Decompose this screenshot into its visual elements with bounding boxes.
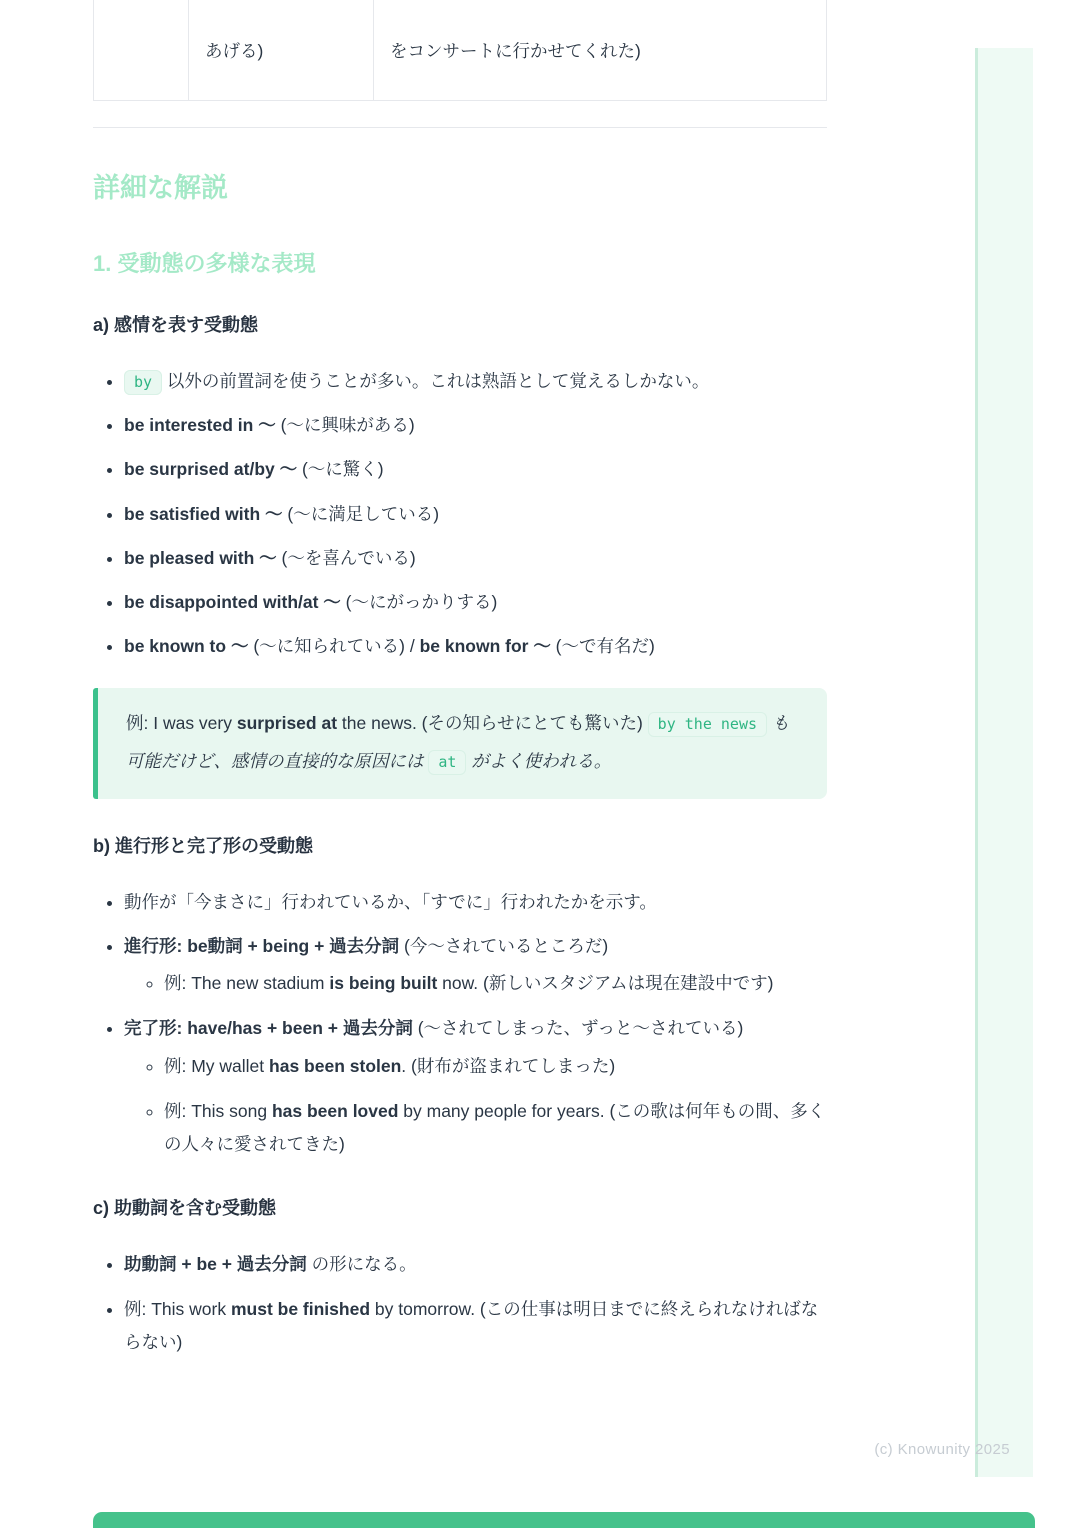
text-run: (〜に驚く)	[297, 459, 384, 480]
sub-list	[124, 967, 827, 1000]
list-item	[124, 586, 827, 619]
text-run: be interested in 〜	[124, 415, 276, 436]
list-item	[124, 1248, 827, 1281]
list-item	[124, 630, 827, 663]
list-item	[124, 365, 827, 398]
list-item	[124, 542, 827, 575]
list-item	[124, 1293, 827, 1360]
table-cell-concert: をコンサートに行かせてくれた)	[373, 0, 827, 100]
text-run: be disappointed with/at 〜	[124, 592, 341, 613]
text-run: must be finished	[230, 1298, 371, 1319]
text-run: be satisfied with 〜	[124, 503, 283, 524]
sub-list-item	[164, 967, 827, 1000]
bullet-list-emotion-passives	[93, 365, 827, 664]
text-run: be surprised at/by 〜	[124, 459, 298, 480]
text-run: 動作が「今まさに」行われているか、「すでに」行われたかを示す。	[124, 891, 657, 912]
text-run: surprised at	[236, 712, 338, 733]
text-run: be known for 〜	[419, 636, 551, 657]
example-callout	[93, 688, 827, 799]
text-run: (〜されてしまった、ずっと〜されている)	[412, 1018, 744, 1039]
inline-code-chip: at	[428, 750, 466, 775]
sub-list	[124, 1050, 827, 1162]
subsection-a-label: a) 感情を表す受動態	[93, 314, 259, 335]
text-run: (〜に興味がある)	[275, 415, 415, 436]
bullet-list-progressive-perfect	[93, 886, 827, 1162]
sub-list-item	[164, 1050, 827, 1083]
heading-passive-variety: 1. 受動態の多様な表現	[93, 251, 316, 277]
text-run: by tomorrow. (この仕事は明日までに終えられなければならない)	[124, 1298, 819, 1352]
text-run: (〜に満足している)	[282, 503, 440, 524]
text-run: has been stolen	[269, 1055, 402, 1076]
text-run: も可能だけど、感情の直接的な原因には	[126, 712, 790, 772]
list-item	[124, 1012, 827, 1161]
subsection-c-label: c) 助動詞を含む受動態	[93, 1198, 277, 1219]
text-run: がよく使われる。	[466, 751, 612, 772]
list-item	[124, 453, 827, 486]
next-page-top-band	[93, 1512, 1035, 1528]
table-cell-ageru: あげる)	[188, 0, 373, 100]
text-run: (〜で有名だ)	[550, 636, 655, 657]
text-run: the news. (その知らせにとても驚いた)	[337, 712, 648, 733]
callout-text	[126, 704, 799, 781]
scrollbar-strip[interactable]	[975, 48, 1033, 1477]
copyright-footer: (c) Knowunity 2025	[874, 1441, 1010, 1458]
text-run: 進行形: be動詞 + being + 過去分詞	[124, 935, 400, 956]
sub-list-item	[164, 1095, 827, 1162]
text-run: 完了形: have/has + been + 過去分詞	[124, 1018, 413, 1039]
text-run: (〜に知られている) /	[248, 636, 420, 657]
table-cell-empty	[93, 0, 188, 100]
text-run: by many people for years. (この歌は何年もの間、多くの人々に愛されてきた)	[164, 1100, 826, 1155]
text-run: 例: The new stadium	[164, 973, 330, 994]
text-run: (今〜されているところだ)	[399, 935, 609, 956]
text-run: . (財布が盗まれてしまった)	[401, 1055, 616, 1076]
text-run: 例: This work	[124, 1298, 231, 1319]
list-item-text	[124, 936, 608, 956]
list-item	[124, 498, 827, 531]
page-content	[93, 0, 827, 1370]
text-run: の形になる。	[306, 1254, 417, 1275]
text-run: 助動詞 + be + 過去分詞	[124, 1254, 307, 1275]
table-fragment	[93, 0, 827, 101]
text-run: be pleased with 〜	[124, 547, 277, 568]
text-run: (〜にがっかりする)	[340, 592, 498, 613]
bullet-list-modal-passives	[93, 1248, 827, 1359]
heading-detailed-explanation: 詳細な解説	[93, 173, 228, 203]
text-run: now. (新しいスタジアムは現在建設中です)	[437, 973, 774, 994]
text-run: is being built	[329, 973, 438, 994]
list-item	[124, 886, 827, 919]
text-run: (〜を喜んでいる)	[276, 547, 416, 568]
inline-code-chip: by	[124, 370, 162, 395]
list-item-text	[124, 1018, 743, 1038]
inline-code-chip: by the news	[648, 712, 767, 737]
text-run: has been loved	[271, 1100, 399, 1121]
section-divider	[93, 127, 827, 128]
text-run: 以外の前置詞を使うことが多い。これは熟語として覚えるしかない。	[162, 370, 710, 391]
text-run: 例: I was very	[126, 712, 237, 733]
text-run: be known to 〜	[124, 636, 249, 657]
subsection-b-label: b) 進行形と完了形の受動態	[93, 835, 313, 856]
list-item	[124, 930, 827, 1001]
list-item	[124, 409, 827, 442]
text-run: 例: My wallet	[164, 1055, 270, 1076]
text-run: 例: This song	[164, 1100, 272, 1121]
